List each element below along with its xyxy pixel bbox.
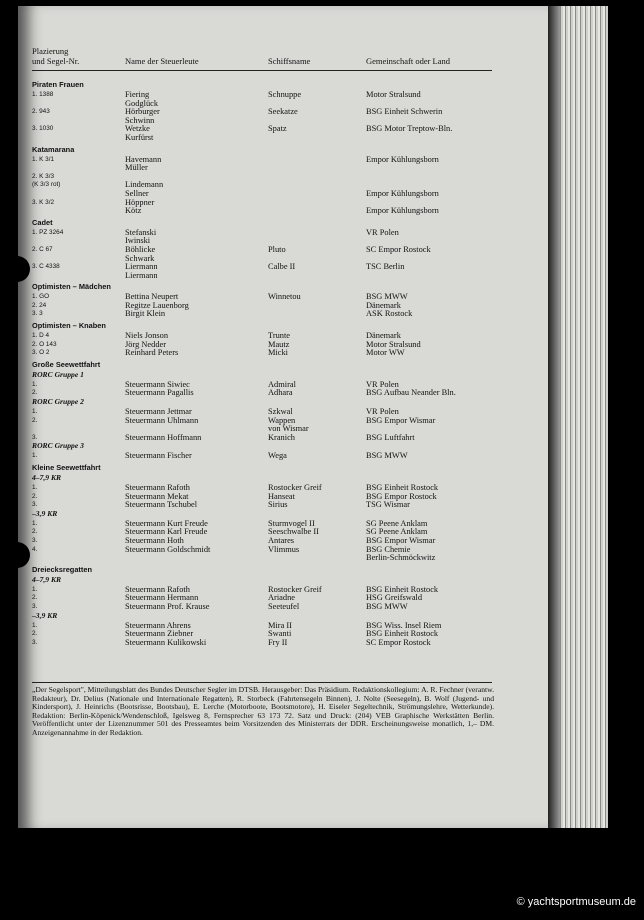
placement-cell: 2.: [32, 416, 38, 424]
club-cell: Dänemark: [366, 331, 401, 341]
name-cell: Bettina Neupert: [125, 292, 179, 302]
name-cell: Wetzke: [125, 124, 150, 134]
table-row: [32, 310, 492, 319]
table-row: [32, 501, 492, 510]
name-cell: Steuermann Kurt Freude: [125, 518, 208, 528]
ship-cell: Rostocker Greif: [268, 483, 322, 492]
placement-cell: 3. K 3/2: [32, 198, 55, 206]
club-cell: SG Peene Anklam: [366, 527, 428, 537]
placement-cell: 1. 1388: [32, 91, 54, 98]
section-title: Piraten Frauen: [32, 80, 84, 89]
table-row: [32, 434, 492, 443]
ship-cell: Seeteufel: [268, 601, 300, 611]
club-cell: TSG Wismar: [366, 500, 410, 510]
ship-cell: Szkwal: [268, 407, 293, 417]
placement-cell: 1.: [32, 585, 38, 593]
name-cell: Birgit Klein: [125, 309, 166, 319]
name-cell: Steuermann Rafoth: [125, 483, 190, 492]
club-cell: ASK Rostock: [366, 309, 413, 319]
club-cell: BSG Chemie: [366, 544, 411, 554]
placement-cell: 2. 24: [32, 301, 47, 309]
ship-cell: Mira II: [268, 620, 292, 630]
name-cell: Schwark: [125, 253, 155, 263]
table-row: [32, 425, 492, 434]
club-cell: BSG Luftfahrt: [366, 432, 415, 442]
name-cell: Kötz: [125, 206, 142, 216]
club-cell: BSG Aufbau Neander Bln.: [366, 388, 456, 398]
placement-cell: 2. K 3/3: [32, 172, 55, 180]
name-cell: Reinhard Peters: [125, 348, 179, 358]
table-row: [32, 255, 492, 264]
club-cell: BSG MWW: [366, 601, 408, 611]
column-club-header: Gemeinschaft oder Land: [366, 56, 451, 66]
ship-cell: Pluto: [268, 244, 286, 254]
name-cell: Hörburger: [125, 107, 160, 117]
subsection-title: RORC Gruppe 2: [32, 397, 84, 407]
placement-cell: 1.: [32, 452, 38, 460]
name-cell: Steuermann Fischer: [125, 451, 192, 461]
placement-cell: 2.: [32, 389, 38, 397]
table-row: [32, 452, 492, 461]
column-names-header: Name der Steuerleute: [125, 56, 199, 66]
name-cell: Steuermann Hermann: [125, 593, 199, 603]
ship-cell: Admiral: [268, 379, 296, 389]
table-row: [32, 341, 492, 350]
name-cell: Steuermann Siwiec: [125, 379, 190, 389]
club-cell: Empor Kühlungsborn: [366, 206, 439, 216]
table-row: [32, 332, 492, 341]
ship-cell: Wega: [268, 451, 287, 461]
club-cell: BSG MWW: [366, 292, 408, 302]
ship-cell: Seekatze: [268, 107, 298, 117]
table-row: [32, 190, 492, 199]
name-cell: Höppner: [125, 197, 155, 207]
ship-cell: Rostocker Greif: [268, 584, 322, 594]
name-cell: Iwinski: [125, 236, 151, 246]
ship-cell: Calbe II: [268, 262, 296, 272]
club-cell: BSG Motor Treptow-Bln.: [366, 124, 453, 134]
name-cell: Steuermann Tschubel: [125, 500, 198, 510]
table-row: [32, 594, 492, 603]
section-title: Kleine Seewettfahrt: [32, 463, 101, 472]
name-cell: Niels Jonson: [125, 331, 169, 341]
name-cell: Müller: [125, 163, 148, 173]
club-cell: BSG MWW: [366, 451, 408, 461]
table-row: [32, 156, 492, 165]
club-cell: SC Empor Rostock: [366, 244, 431, 254]
club-cell: Empor Kühlungsborn: [366, 188, 439, 198]
name-cell: Steuermann Karl Freude: [125, 527, 208, 537]
placement-cell: 2. C 67: [32, 245, 53, 253]
table-row: [32, 293, 492, 302]
imprint: „Der Segelsport", Mitteilungsblatt des Bundes Deutscher Segler im DTSB. Herausgeber: Das Präsidium. Redaktionskollegium: A. R. Fechner (verantw. Redakteur), Dr. Delius (Nationale und Internationale Regatten), R. Storbeck (Fahrtensegeln Binnen), J. Nolte (Seesegeln), B. Wolf (Jugend- und Kindersport), J. Heinrichs (Bootsrisse, Bootsbau), E. Lerche (Motorboote, Bootsmotore), H. Eiseler Segeltechnik, Strömungslehre, Wetterkunde). Redaktion: Berlin-Köpenick/Wendenschloß, Igelsweg 8, Fernsprecher 63 173 72. Satz und Druck: (204) VEB Graphische Werkstätten Berlin. Veröffentlicht unter der Lizenznummer 501 des Presseamtes beim Vorsitzenden des Ministerrats der DDR. Erscheinungsweise monatlich, 1,– DM. Anzeigenannahme in der Redaktion.: [32, 685, 494, 737]
name-cell: Steuermann Prof. Krause: [125, 601, 210, 611]
ship-cell: Schnuppe: [268, 90, 302, 99]
ship-cell: Ariadne: [268, 593, 295, 603]
name-cell: Steuermann Mekat: [125, 491, 189, 501]
table-row: [32, 246, 492, 255]
club-cell: Berlin-Schmöckwitz: [366, 553, 436, 563]
club-cell: BSG Einheit Rostock: [366, 483, 439, 492]
section-title: Katamarana: [32, 144, 75, 154]
name-cell: Regitze Lauenborg: [125, 300, 189, 310]
section-title: Große Seewettfahrt: [32, 359, 101, 369]
club-cell: BSG Einheit Schwerin: [366, 107, 443, 117]
ship-cell: Antares: [268, 535, 295, 545]
name-cell: Böhlicke: [125, 244, 156, 254]
table-row: [32, 229, 492, 238]
placement-cell: 1. K 3/1: [32, 155, 55, 163]
table-row: [32, 537, 492, 546]
subsection-title: RORC Gruppe 3: [32, 441, 84, 451]
ship-cell: Vlimmus: [268, 544, 300, 554]
placement-cell: 1.: [32, 380, 38, 388]
club-cell: VR Polen: [366, 227, 399, 237]
name-cell: Fiering: [125, 90, 150, 99]
binder-hole: [4, 256, 30, 282]
ship-cell: Adhara: [268, 388, 293, 398]
table-row: [32, 108, 492, 117]
subsection-title: 4–7,9 KR: [32, 574, 62, 584]
ship-cell: Seeschwalbe II: [268, 527, 319, 537]
table-row: [32, 302, 492, 311]
footer-rule: [32, 682, 492, 683]
page-gutter-shadow: [548, 6, 560, 828]
subsection-title: –3,9 KR: [32, 508, 58, 518]
name-cell: Steuermann Kulikowski: [125, 637, 207, 647]
club-cell: Motor WW: [366, 348, 405, 358]
name-cell: Stefanski: [125, 227, 157, 237]
ship-cell: Fry II: [268, 637, 288, 647]
table-row: [32, 164, 492, 173]
placement-cell: 2. 943: [32, 108, 50, 116]
name-cell: Steuermann Goldschmidt: [125, 544, 211, 554]
header-rule: [32, 70, 492, 71]
name-cell: Godglück: [125, 98, 159, 108]
placement-cell: 3.: [32, 501, 38, 509]
placement-cell: 2.: [32, 630, 38, 638]
placement-cell: 2.: [32, 528, 38, 536]
table-row: [32, 263, 492, 272]
subsection-title: RORC Gruppe 1: [32, 369, 84, 379]
placement-cell: 1.: [32, 408, 38, 416]
name-cell: Steuermann Ziebner: [125, 629, 194, 639]
name-cell: Steuermann Rafoth: [125, 584, 190, 594]
name-cell: Steuermann Hoth: [125, 535, 184, 545]
name-cell: Schwinn: [125, 115, 155, 125]
placement-cell: 3.: [32, 433, 38, 441]
club-cell: VR Polen: [366, 379, 399, 389]
section-title: Dreiecksregatten: [32, 564, 92, 574]
name-cell: Liermann: [125, 262, 158, 272]
placement-cell: 2.: [32, 594, 38, 602]
ship-cell: Trunte: [268, 331, 291, 341]
placement-cell: 4.: [32, 545, 38, 553]
ship-cell: Winnetou: [268, 292, 301, 302]
ship-cell: Mautz: [268, 339, 290, 349]
placement-cell: 3. 1030: [32, 125, 54, 133]
table-row: [32, 125, 492, 134]
ship-cell: Sirius: [268, 500, 288, 510]
club-cell: VR Polen: [366, 407, 399, 417]
name-cell: Steuermann Hoffmann: [125, 432, 202, 442]
section-title: Optimisten – Mädchen: [32, 282, 111, 292]
club-cell: SG Peene Anklam: [366, 518, 428, 528]
table-row: [32, 173, 492, 182]
ship-cell: von Wismar: [268, 424, 309, 434]
ship-cell: Spatz: [268, 124, 287, 134]
section-title: Optimisten – Knaben: [32, 321, 106, 331]
club-cell: BSG Wiss. Insel Riem: [366, 620, 442, 630]
ship-cell: Micki: [268, 348, 289, 358]
ship-cell: Sturmvogel II: [268, 518, 315, 528]
name-cell: Jörg Nedder: [125, 339, 167, 349]
placement-cell: 3. O 2: [32, 349, 50, 357]
column-ship-header: Schiffsname: [268, 56, 311, 66]
name-cell: Kurfürst: [125, 132, 154, 142]
club-cell: BSG Empor Wismar: [366, 535, 436, 545]
column-placement-header: Plazierung und Segel-Nr.: [32, 46, 80, 66]
placement-cell: 1.: [32, 621, 38, 629]
name-cell: Lindemann: [125, 180, 164, 190]
table-row: [32, 91, 492, 100]
placement-cell: 3. 3: [32, 310, 43, 318]
club-cell: BSG Einheit Rostock: [366, 629, 439, 639]
placement-cell: 1. GO: [32, 293, 50, 301]
placement-cell: (K 3/3 rot): [32, 181, 61, 189]
name-cell: Liermann: [125, 270, 158, 280]
copyright-credit: © yachtsportmuseum.de: [516, 896, 636, 908]
table-row: [32, 603, 492, 612]
club-cell: SC Empor Rostock: [366, 637, 431, 647]
ship-cell: Wappen: [268, 415, 296, 425]
name-cell: Steuermann Jettmar: [125, 407, 192, 417]
placement-cell: 1.: [32, 484, 38, 491]
table-row: [32, 349, 492, 358]
club-cell: BSG Empor Wismar: [366, 415, 436, 425]
placement-cell: 3.: [32, 536, 38, 544]
name-cell: Havemann: [125, 154, 162, 164]
placement-cell: 2. O 143: [32, 340, 57, 348]
club-cell: Motor Stralsund: [366, 339, 421, 349]
placement-cell: 3.: [32, 638, 38, 646]
club-cell: Empor Kühlungsborn: [366, 154, 439, 164]
table-row: [32, 272, 492, 281]
table-row: [32, 554, 492, 563]
placement-cell: 2.: [32, 492, 38, 500]
table-row: [32, 586, 492, 595]
placement-cell: 3.: [32, 602, 38, 610]
club-cell: BSG Empor Rostock: [366, 491, 437, 501]
table-row: [32, 417, 492, 426]
table-row: [32, 389, 492, 398]
ship-cell: Swanti: [268, 629, 292, 639]
ship-cell: Kranich: [268, 432, 295, 442]
subsection-title: –3,9 KR: [32, 610, 58, 620]
club-cell: TSC Berlin: [366, 262, 405, 272]
club-cell: HSG Greifswald: [366, 593, 423, 603]
binder-hole: [4, 542, 30, 568]
club-cell: Motor Stralsund: [366, 90, 421, 99]
name-cell: Sellner: [125, 188, 149, 198]
table-row: [32, 207, 492, 216]
club-cell: Dänemark: [366, 300, 401, 310]
name-cell: Steuermann Ahrens: [125, 620, 191, 630]
subsection-title: 4–7,9 KR: [32, 473, 62, 482]
table-row: [32, 639, 492, 648]
placement-cell: 3. C 4338: [32, 263, 60, 271]
placement-cell: 1.: [32, 519, 38, 527]
section-title: Cadet: [32, 217, 53, 227]
name-cell: Steuermann Pagallis: [125, 388, 194, 398]
name-cell: Steuermann Uhlmann: [125, 415, 199, 425]
club-cell: BSG Einheit Rostock: [366, 584, 439, 594]
placement-cell: 1. PZ 3264: [32, 228, 64, 236]
results-table: [32, 78, 492, 647]
table-row: [32, 134, 492, 143]
table-row: [32, 493, 492, 502]
ship-cell: Hanseat: [268, 491, 295, 501]
placement-cell: 1. D 4: [32, 332, 50, 340]
